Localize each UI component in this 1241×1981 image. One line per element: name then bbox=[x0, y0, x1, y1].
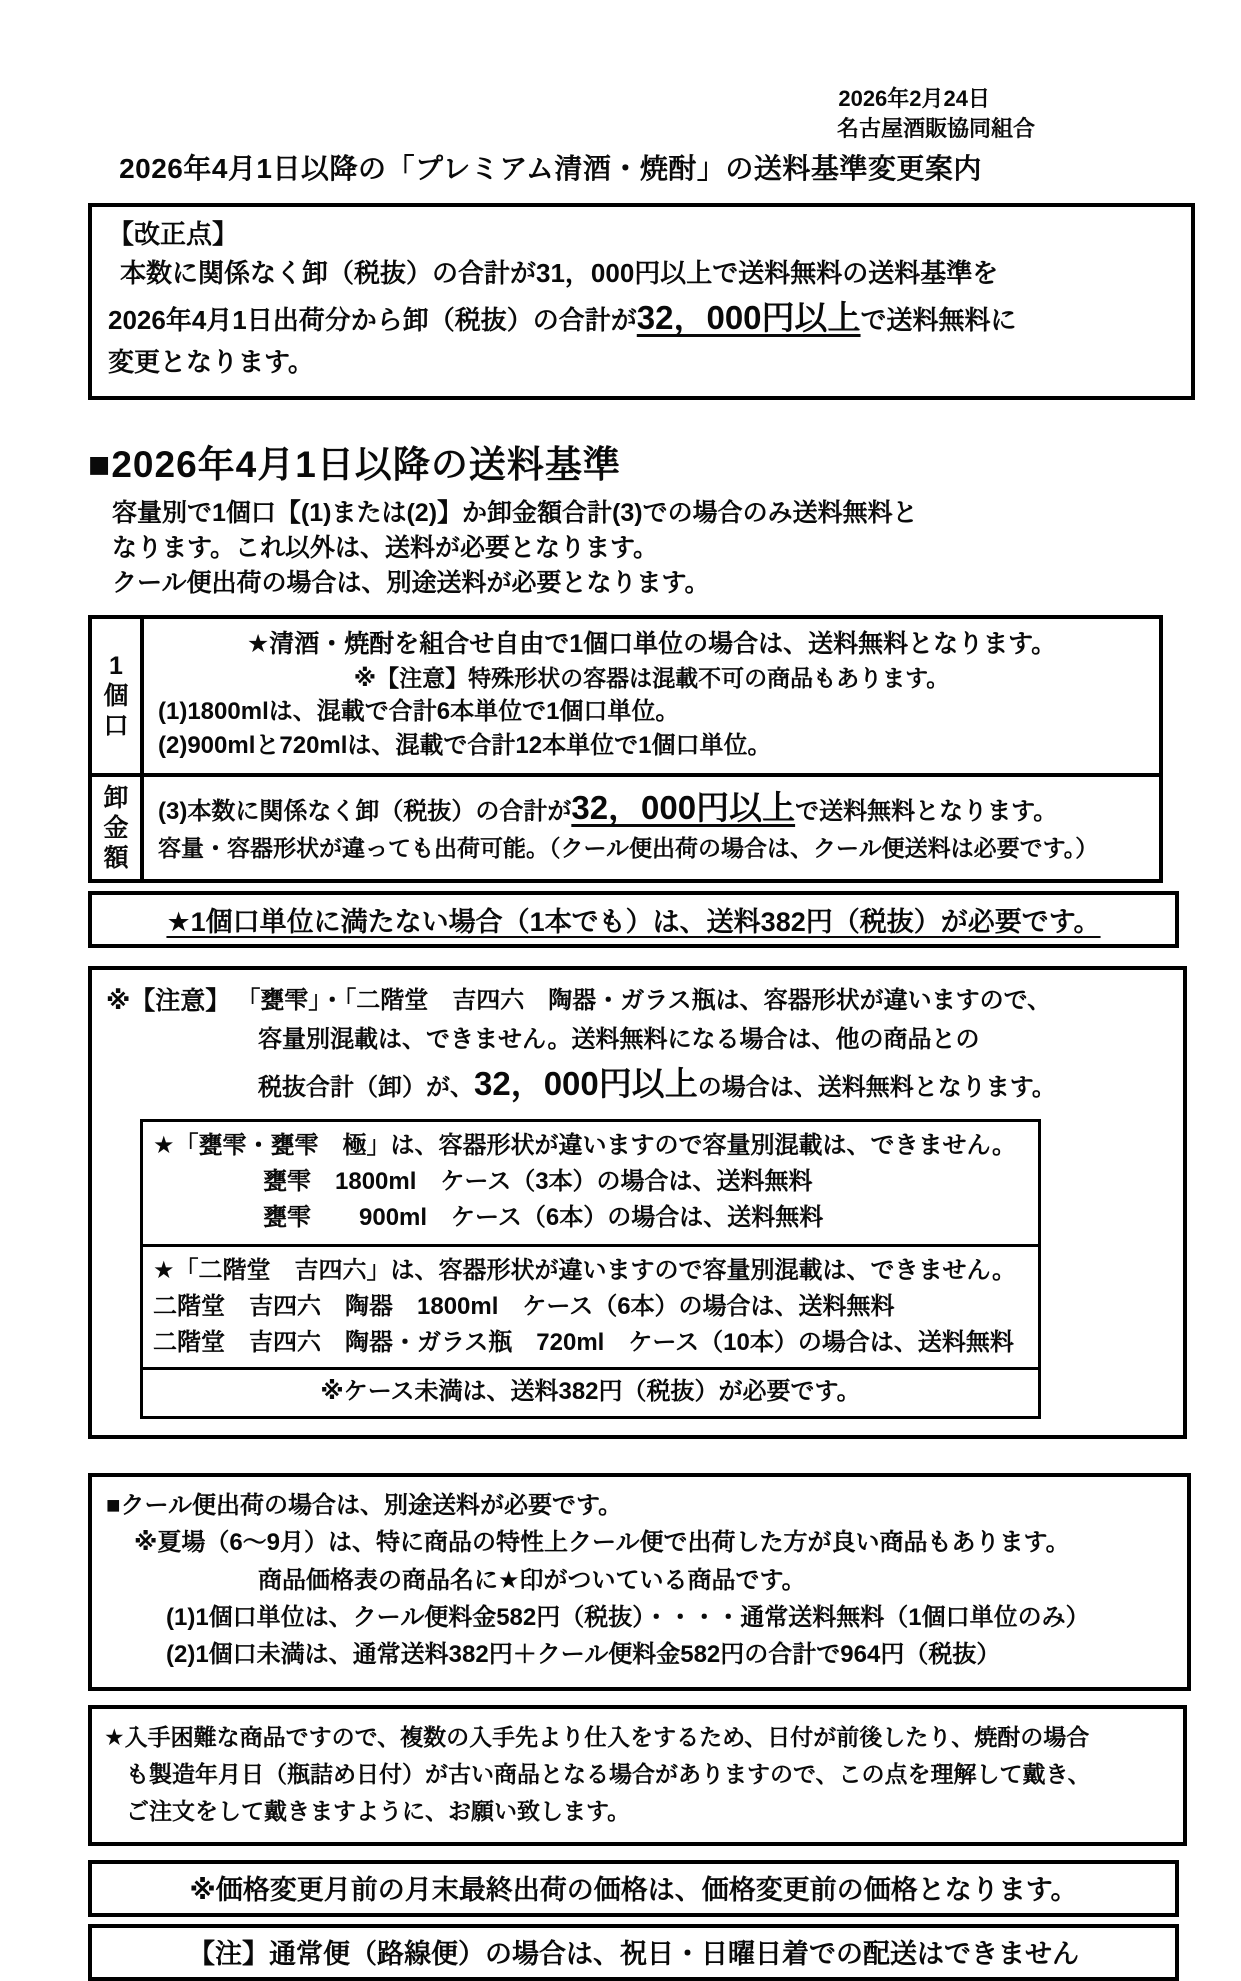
table-row-parcel-unit bbox=[92, 619, 1159, 773]
table-row-wholesale-amount bbox=[92, 773, 1159, 879]
caution-line-1-text: 「甕雫」・「二階堂 吉四六 陶器・ガラス瓶は、容器形状が違いますので、 bbox=[236, 987, 1052, 1015]
revision-heading: 【改正点】 bbox=[108, 219, 239, 250]
document-title: 2026年4月1日以降の「プレミアム清酒・焼酎」の送料基準変更案内 bbox=[119, 153, 982, 185]
row-content-parcel-unit bbox=[144, 619, 1159, 773]
brand-rules-group bbox=[140, 1119, 1041, 1419]
section-intro bbox=[112, 496, 1241, 601]
revision-amount-emphasis: 32，000円以上 bbox=[636, 299, 861, 337]
revision-line-2 bbox=[108, 293, 1175, 343]
document-date: 2026年2月24日 bbox=[838, 86, 990, 111]
wholesale-line-1-post: で送料無料となります。 bbox=[795, 798, 1058, 826]
scarcity-line-3: ご注文をして戴きますように、お願い致します。 bbox=[126, 1797, 631, 1824]
caution-line-3-post: の場合は、送料無料となります。 bbox=[697, 1074, 1056, 1102]
section-heading: ■2026年4月1日以降の送料基準 bbox=[88, 443, 621, 485]
cool-line-2: ※夏場（6～9月）は、特に商品の特性上クール便で出荷した方が良い商品もあります。 bbox=[134, 1529, 1070, 1557]
caution-amount-emphasis: 32，000円以上 bbox=[474, 1065, 698, 1103]
nikaido-rule-box bbox=[140, 1244, 1041, 1419]
under-unit-fee-box bbox=[88, 891, 1179, 948]
revision-point-box bbox=[88, 203, 1195, 400]
kameshizuku-line-3: 甕雫 900ml ケース（6本）の場合は、送料無料 bbox=[263, 1204, 824, 1232]
revision-line-2-pre: 2026年4月1日出荷分から卸（税抜）の合計が bbox=[108, 305, 637, 336]
cool-line-1: ■クール便出荷の場合は、別途送料が必要です。 bbox=[106, 1492, 623, 1520]
shipping-standards-table bbox=[88, 615, 1163, 883]
wholesale-line-1 bbox=[158, 785, 1145, 832]
cool-delivery-box bbox=[88, 1473, 1191, 1691]
row-label-parcel-unit: 1個口 bbox=[92, 619, 144, 773]
intro-line-3: クール便出荷の場合は、別途送料が必要となります。 bbox=[112, 568, 710, 597]
price-change-note-box: ※価格変更月前の月末最終出荷の価格は、価格変更前の価格となります。 bbox=[88, 1860, 1179, 1917]
cool-line-5: (2)1個口未満は、通常送料382円＋クール便料金582円の合計で964円（税抜） bbox=[166, 1641, 1001, 1669]
caution-line-2: 容量別混載は、できません。送料無料になる場合は、他の商品との bbox=[258, 1025, 980, 1053]
parcel-unit-line-2: ※【注意】特殊形状の容器は混載不可の商品もあります。 bbox=[353, 665, 950, 692]
under-unit-fee-text: ★1個口単位に満たない場合（1本でも）は、送料382円（税抜）が必要です。 bbox=[166, 907, 1101, 938]
nikaido-line-1: ★「二階堂 吉四六」は、容器形状が違いますので容量別混載は、できません。 bbox=[153, 1257, 1016, 1285]
cool-line-4: (1)1個口単位は、クール便料金582円（税抜）・・・・通常送料無料（1個口単位のみ） bbox=[166, 1603, 1090, 1631]
wholesale-amount-emphasis: 32，000円以上 bbox=[571, 789, 796, 827]
kameshizuku-rule-box bbox=[140, 1119, 1041, 1247]
scarce-goods-notice-box bbox=[88, 1705, 1187, 1845]
revision-line-2-post: で送料無料に bbox=[860, 305, 1017, 336]
revision-line-1: 本数に関係なく卸（税抜）の合計が31，000円以上で送料無料の送料基準を bbox=[120, 258, 999, 289]
row-label-wholesale-amount: 卸金額 bbox=[92, 777, 144, 879]
parcel-unit-line-4: (2)900mlと720mlは、混載で合計12本単位で1個口単位。 bbox=[158, 732, 772, 760]
caution-box bbox=[88, 966, 1187, 1439]
wholesale-line-2: 容量・容器形状が違っても出荷可能。（クール便出荷の場合は、クール便送料は必要です。） bbox=[158, 835, 1099, 862]
intro-line-1: 容量別で1個口【(1)または(2)】か卸金額合計(3)での場合のみ送料無料と bbox=[112, 498, 918, 527]
cool-line-3: 商品価格表の商品名に★印がついている商品です。 bbox=[258, 1566, 806, 1594]
caution-line-1 bbox=[106, 982, 1173, 1021]
revision-line-3: 変更となります。 bbox=[108, 346, 314, 377]
intro-line-2: なります。これ以外は、送料が必要となります。 bbox=[112, 533, 659, 562]
delivery-restriction-note-box: 【注】通常便（路線便）の場合は、祝日・日曜日着での配送はできません bbox=[88, 1924, 1179, 1981]
row-content-wholesale-amount bbox=[144, 777, 1159, 879]
issuing-organization: 名古屋酒販協同組合 bbox=[836, 115, 1035, 141]
caution-line-3 bbox=[258, 1058, 1173, 1109]
wholesale-line-1-pre: (3)本数に関係なく卸（税抜）の合計が bbox=[158, 798, 572, 826]
parcel-unit-line-1: ★清酒・焼酎を組合せ自由で1個口単位の場合は、送料無料となります。 bbox=[246, 629, 1057, 658]
parcel-unit-line-3: (1)1800mlは、混載で合計6本単位で1個口単位。 bbox=[158, 698, 680, 726]
case-shortage-fee-note: ※ケース未満は、送料382円（税抜）が必要です。 bbox=[143, 1367, 1038, 1416]
caution-line-3-pre: 税抜合計（卸）が、 bbox=[258, 1074, 474, 1102]
kameshizuku-line-1: ★「甕雫・甕雫 極」は、容器形状が違いますので容量別混載は、できません。 bbox=[153, 1132, 1016, 1160]
scarcity-line-2: も製造年月日（瓶詰め日付）が古い商品となる場合がありますので、この点を理解して戴き、 bbox=[126, 1761, 1091, 1787]
caution-label: ※【注意】 bbox=[106, 987, 231, 1016]
kameshizuku-line-2: 甕雫 1800ml ケース（3本）の場合は、送料無料 bbox=[263, 1168, 813, 1196]
scarcity-line-1: ★入手困難な商品ですので、複数の入手先より仕入をするため、日付が前後したり、焼酎の場合 bbox=[104, 1724, 1090, 1751]
nikaido-line-2: 二階堂 吉四六 陶器 1800ml ケース（6本）の場合は、送料無料 bbox=[153, 1293, 895, 1321]
nikaido-line-3: 二階堂 吉四六 陶器・ガラス瓶 720ml ケース（10本）の場合は、送料無料 bbox=[153, 1329, 1014, 1357]
